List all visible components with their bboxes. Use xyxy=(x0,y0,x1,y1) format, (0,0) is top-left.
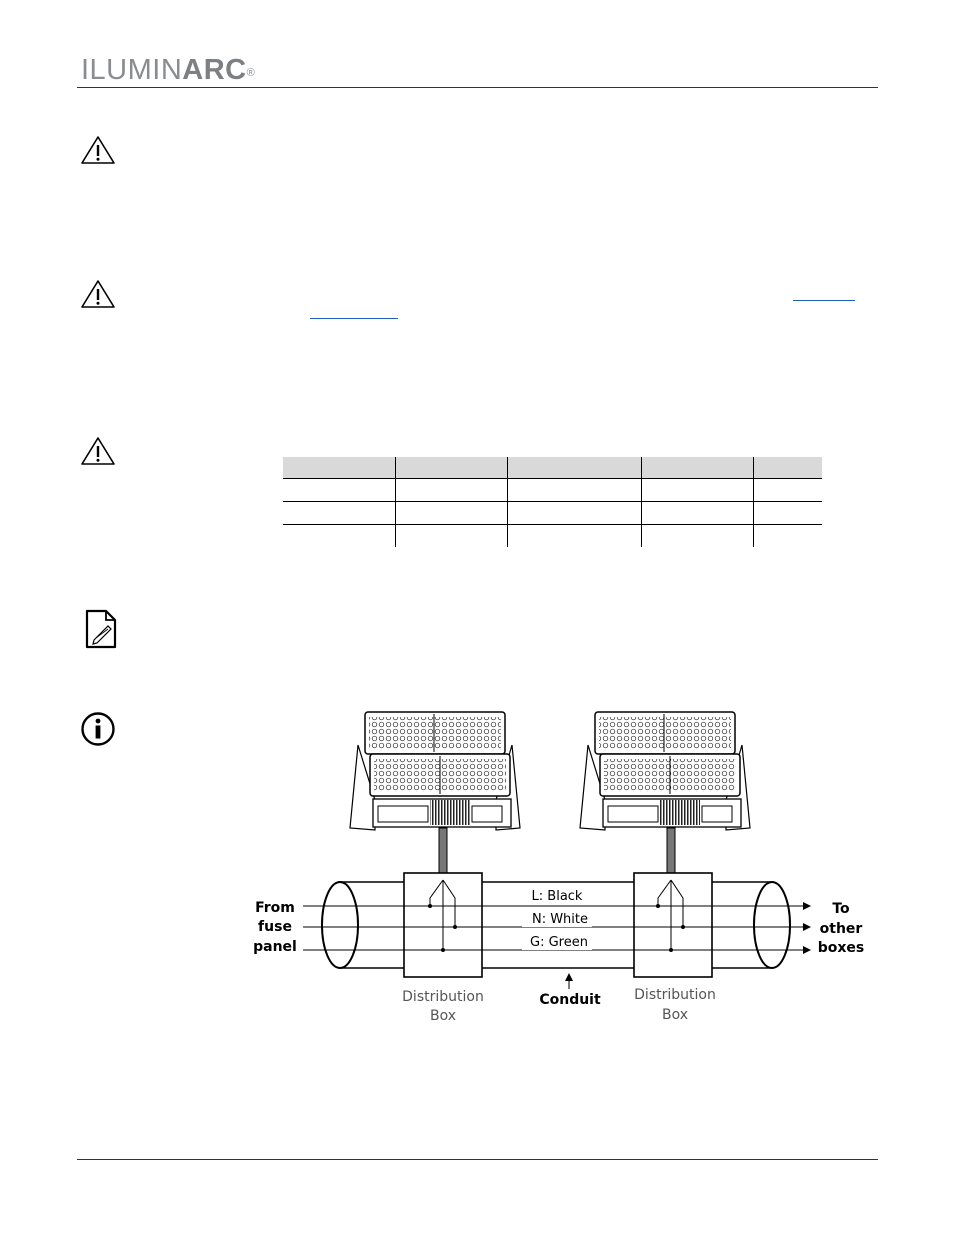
table-cell xyxy=(283,502,395,525)
table-header-cell xyxy=(395,457,507,479)
from-fuse-label-1: From xyxy=(255,900,295,916)
distribution-box xyxy=(634,873,712,977)
table-header-cell xyxy=(641,457,753,479)
to-boxes-label-1: To xyxy=(832,901,850,917)
conduit-label: Conduit xyxy=(539,992,601,1008)
wire-label-neutral: N: White xyxy=(531,912,589,927)
table-header-row xyxy=(283,457,822,479)
table-row xyxy=(283,479,822,502)
hyperlink-underline[interactable] xyxy=(793,300,855,301)
led-fixture xyxy=(580,712,750,830)
table-cell xyxy=(283,525,395,548)
table-cell xyxy=(507,525,641,548)
table-cell xyxy=(753,479,822,502)
table-header-cell xyxy=(753,457,822,479)
distribution-box-label-1b: Box xyxy=(429,1008,457,1024)
table-header-cell xyxy=(283,457,395,479)
table-header-cell xyxy=(507,457,641,479)
led-fixture xyxy=(350,712,520,830)
warning-triangle-icon xyxy=(80,436,116,466)
to-boxes-label-2: other xyxy=(819,921,863,937)
table-cell xyxy=(507,502,641,525)
wiring-diagram xyxy=(240,700,870,1030)
distribution-box-label-2b: Box xyxy=(661,1007,689,1023)
hyperlink-underline[interactable] xyxy=(310,318,398,319)
table-cell xyxy=(641,479,753,502)
table-cell xyxy=(507,479,641,502)
info-circle-icon xyxy=(80,711,116,747)
logo-bold-text: ARC xyxy=(182,54,247,86)
table-cell xyxy=(395,479,507,502)
distribution-box-label-2a: Distribution xyxy=(634,987,716,1003)
table-cell xyxy=(395,525,507,548)
to-boxes-label-3: boxes xyxy=(817,940,865,956)
logo-light-text: ILUMIN xyxy=(81,54,183,86)
table-cell xyxy=(283,479,395,502)
wire-label-line: L: Black xyxy=(531,889,583,904)
note-document-icon xyxy=(84,609,118,649)
warning-triangle-icon xyxy=(80,279,116,309)
warning-triangle-icon xyxy=(80,135,116,165)
table-cell xyxy=(753,525,822,548)
distribution-box-label-1a: Distribution xyxy=(402,989,484,1005)
from-fuse-label-3: panel xyxy=(253,939,297,955)
table-row xyxy=(283,525,822,548)
logo-registered-mark: ® xyxy=(246,67,256,79)
table-cell xyxy=(641,502,753,525)
brand-logo xyxy=(81,54,255,86)
table-cell xyxy=(641,525,753,548)
footer-rule xyxy=(77,1159,878,1160)
table-row xyxy=(283,502,822,525)
wire-label-ground: G: Green xyxy=(530,935,588,950)
power-table xyxy=(283,457,822,547)
header-rule xyxy=(77,87,878,88)
table-cell xyxy=(395,502,507,525)
from-fuse-label-2: fuse xyxy=(258,919,292,935)
table-cell xyxy=(753,502,822,525)
